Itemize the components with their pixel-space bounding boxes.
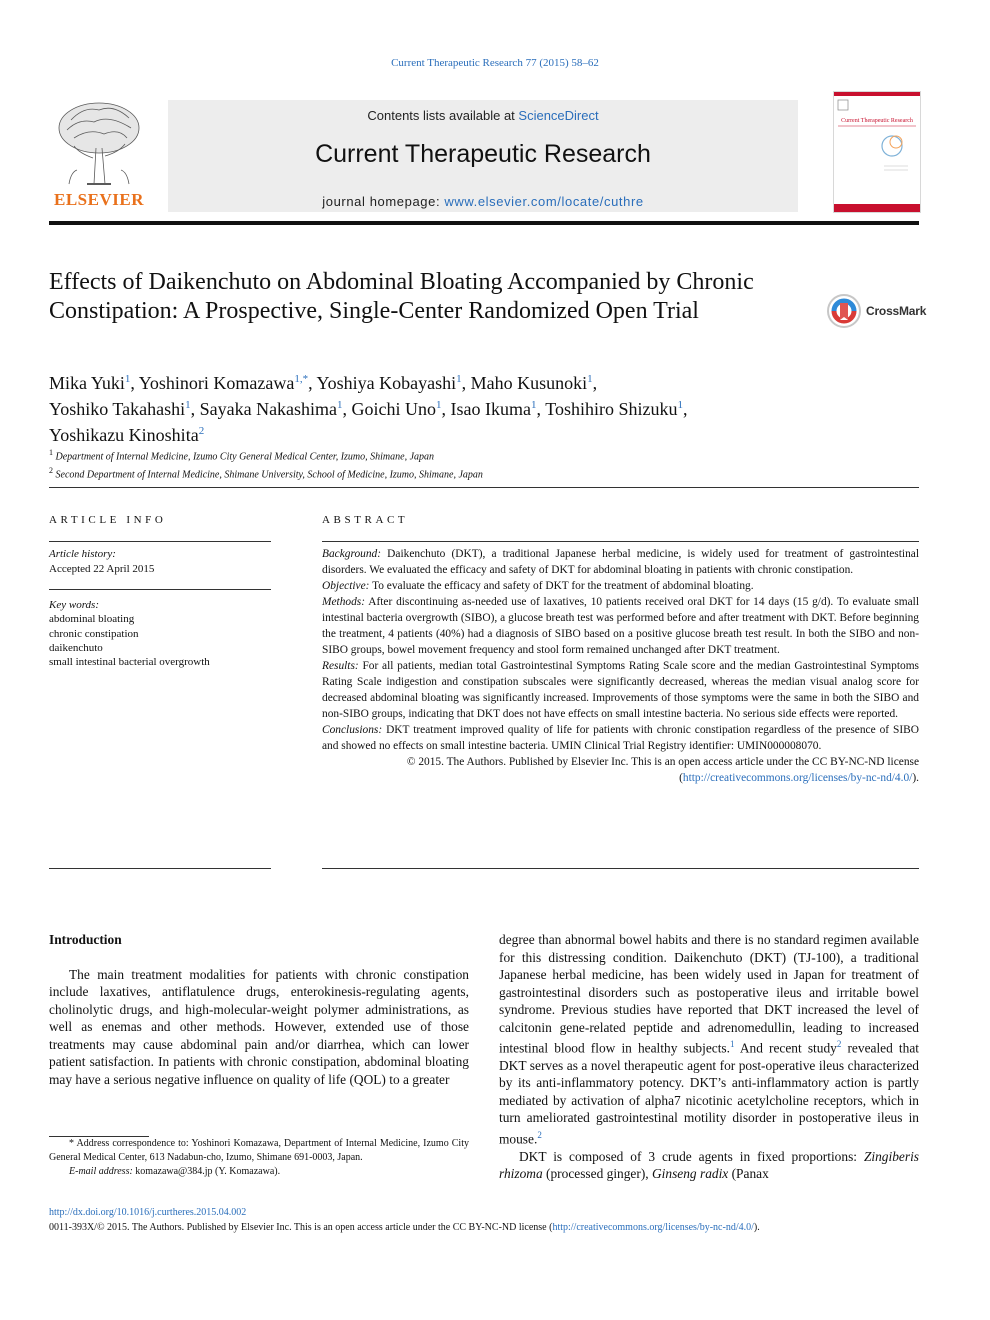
abstract-section-text: After discontinuing as-needed use of laxatives, 10 patients received oral DKT for 14 days (15 g/d). To evaluate small intestinal bacteria overgrowth (SIBO), a glucose breath test was performed before and after treatment with DKT. Before beginning the treatment, 4 patients (40%) had a diagnosis of SIBO based on a positive glucose breath test result. In both the SIBO and non-SIBO groups, bowel movement frequency and stool form remained unchanged after DKT treatment. <box>322 596 919 656</box>
keyword-item: abdominal bloating <box>49 613 135 626</box>
article-info-bottom-rule <box>49 868 271 869</box>
license-link[interactable]: http://creativecommons.org/licenses/by-nc-nd/4.0/ <box>682 772 913 784</box>
affiliation-number: 2 <box>49 466 53 476</box>
author-separator: , <box>130 373 139 393</box>
author-name[interactable]: Yoshinori Komazawa <box>138 373 295 393</box>
keywords-block <box>49 598 271 669</box>
species-name: Zingiberis rhizoma <box>499 1148 919 1182</box>
homepage-line <box>168 194 798 209</box>
crossmark-label: CrossMark <box>866 304 927 318</box>
email-label: E-mail address: <box>69 1166 133 1177</box>
abstract-section <box>322 546 919 578</box>
cover-title: Current Therapeutic Research <box>841 118 913 124</box>
author-name[interactable]: Isao Ikuma <box>450 399 532 419</box>
body-paragraph <box>499 931 919 1148</box>
license-link[interactable]: http://creativecommons.org/licenses/by-nc-nd/4.0/ <box>552 1222 754 1233</box>
author-name[interactable]: Toshihiro Shizuku <box>545 399 678 419</box>
keyword-list <box>49 612 271 669</box>
elsevier-logo[interactable] <box>49 98 149 210</box>
abstract-section-label: Objective: <box>322 580 370 592</box>
author-affiliation-mark[interactable]: 1 <box>436 399 442 411</box>
masthead-banner <box>168 100 798 212</box>
affiliation-text: Department of Internal Medicine, Izumo City General Medical Center, Izumo, Shimane, Japan <box>55 451 435 463</box>
publisher-name: ELSEVIER <box>54 190 144 209</box>
abstract-bottom-rule <box>322 868 919 869</box>
author-separator: , <box>682 399 688 419</box>
paragraph-text: degree than abnormal bowel habits and there is no standard regimen available for this distressing condition. Daikenchuto (DKT) (TJ-100), a traditional Japanese herbal medicine, has been widely used in Japan for treatment of gastrointestinal disorders such as postoperative ileus and irritable bowel syndrome. Previous studies have reported that DKT increased the level of calcitonin gene-related peptide and adrenomedullin, leading to increased intestinal blood flow in healthy subjects. <box>499 932 919 1056</box>
affiliation-text: Second Department of Internal Medicine, Shimane University, School of Medicine, Izumo, Shimane, Japan <box>55 469 483 481</box>
citation-ref[interactable]: 2 <box>537 1129 542 1140</box>
journal-title: Current Therapeutic Research <box>315 140 651 168</box>
author-affiliation-mark[interactable]: 1 <box>677 399 683 411</box>
paragraph-text: (processed ginger), <box>542 1166 652 1182</box>
author-affiliation-mark[interactable]: 1,* <box>294 373 309 385</box>
correspondence-address: * Address correspondence to: Yoshinori Komazawa, Department of Internal Medicine, Izumo City General Medical Center, 613 Nadabun-cho, Izumo, Shimane 691-0003, Japan. <box>49 1138 469 1163</box>
running-head[interactable]: Current Therapeutic Research 77 (2015) 58–62 <box>391 57 599 69</box>
author-separator: , <box>536 399 546 419</box>
keyword-item: daikenchuto <box>49 641 103 654</box>
author-name[interactable]: Yoshiya Kobayashi <box>316 373 457 393</box>
author-name[interactable]: Maho Kusunoki <box>470 373 588 393</box>
keyword-item: small intestinal bacterial overgrowth <box>49 656 210 669</box>
copyright-notice <box>322 754 919 786</box>
email-line <box>49 1165 469 1179</box>
journal-cover-thumbnail[interactable] <box>833 91 921 213</box>
license-text: 0011-393X/© 2015. The Authors. Published by Elsevier Inc. This is an open access article under the CC BY-NC-ND license ( <box>49 1222 553 1233</box>
affiliation-item <box>49 446 919 464</box>
article-history <box>49 547 271 577</box>
species-name: Ginseng radix <box>652 1166 729 1182</box>
abstract-section-label: Conclusions: <box>322 724 383 736</box>
abstract-section-text: DKT treatment improved quality of life for patients with chronic constipation regardless of the presence of SIBO and showed no effects on small intestine bacteria. UMIN Clinical Trial Registry identifier: UMIN000008070. <box>322 724 919 752</box>
copyright-suffix: ). <box>912 772 919 784</box>
abstract-section-label: Results: <box>322 660 359 672</box>
paragraph-text: revealed that DKT serves as a novel therapeutic agent for post-operative ileus characterized by its anti-inflammatory potency. DKT’s anti-inflammatory action is partly mediated by activation of alpha7 nicotinic acetylcholine receptors, which in turn ameliorated gastrointestinal motility disorder in postoperative ileus in mouse. <box>499 1040 919 1147</box>
author-affiliation-mark[interactable]: 1 <box>456 373 462 385</box>
paragraph-text: (Panax <box>728 1166 769 1182</box>
author-affiliation-mark[interactable]: 1 <box>531 399 537 411</box>
abstract-rule <box>322 541 919 542</box>
masthead-rule <box>49 221 919 225</box>
abstract-section-label: Background: <box>322 548 382 560</box>
contents-line <box>168 108 798 123</box>
license-line <box>49 1222 919 1233</box>
license-suffix: ). <box>753 1222 760 1233</box>
elsevier-tree-icon <box>49 98 149 190</box>
paragraph-text: DKT is composed of 3 crude agents in fixed proportions: <box>519 1148 864 1164</box>
abstract-section-label: Methods: <box>322 596 366 608</box>
homepage-link[interactable]: www.elsevier.com/locate/cuthre <box>444 194 644 209</box>
contents-prefix: Contents lists available at <box>367 108 519 123</box>
sciencedirect-link[interactable]: ScienceDirect <box>518 108 599 123</box>
keyword-item: chronic constipation <box>49 627 139 640</box>
citation-ref[interactable]: 1 <box>729 1039 735 1049</box>
abstract-section-text: For all patients, median total Gastrointestinal Symptoms Rating Scale score and the median Gastrointestinal Symptoms Rating Scale indigestion and constipation subscales were significantly decreased, whereas the median visual analog score for decreased abdominal bloating was significantly increased. Improvements of those symptoms were the same in both the SIBO and non-SIBO groups, indicating that DKT does not have effects on small intestine bacteria. No serious side effects were reported. <box>322 660 919 720</box>
crossmark-badge[interactable] <box>826 293 936 329</box>
author-name[interactable]: Goichi Uno <box>351 399 437 419</box>
body-paragraph: The main treatment modalities for patients with chronic constipation include laxatives, antiflatulence drugs, enterokinesis-regulating agents, cholinolytic drugs, and high-molecular-weight polymer administrations, as well as enemas and other methods. However, extended use of those treatments may cause abdominal pain and/or diarrhea, which can lower patient satisfaction. In patients with chronic constipation, abdominal bloating may have a serious negative influence on quality of life (QOL) to a greater <box>49 966 469 1087</box>
body-paragraph <box>499 1148 919 1183</box>
author-affiliation-mark[interactable]: 1 <box>337 399 343 411</box>
author-list <box>49 368 919 446</box>
abstract-sections <box>322 546 919 754</box>
abstract-section <box>322 658 919 722</box>
affiliation-number: 1 <box>49 448 53 457</box>
section-heading-introduction: Introduction <box>49 932 122 947</box>
citation-ref[interactable]: 2 <box>836 1039 842 1049</box>
doi-link[interactable]: http://dx.doi.org/10.1016/j.curtheres.2015.04.002 <box>49 1207 247 1218</box>
journal-cover-icon <box>834 92 920 212</box>
abstract-section <box>322 594 919 658</box>
author-affiliation-mark[interactable]: 1 <box>185 399 191 411</box>
accepted-date: Accepted 22 April 2015 <box>49 563 155 575</box>
author-affiliation-mark[interactable]: 1 <box>587 373 593 385</box>
abstract-section-text: To evaluate the efficacy and safety of DKT for the treatment of abdominal bloating. <box>372 580 754 592</box>
affiliation-item <box>49 464 919 482</box>
article-title: Effects of Daikenchuto on Abdominal Bloating Accompanied by Chronic Constipation: A Prospective, Single-Center Randomized Open Trial <box>49 269 754 324</box>
copyright-text: © 2015. The Authors. Published by Elsevier Inc. This is an open access article under the CC BY-NC-ND license ( <box>406 756 919 784</box>
article-info-heading: ARTICLE INFO <box>49 514 167 526</box>
author-separator: , <box>441 399 451 419</box>
abstract-section <box>322 722 919 754</box>
author-name[interactable]: Mika Yuki <box>49 373 125 393</box>
paragraph-text: And recent study <box>734 1040 837 1056</box>
affiliations <box>49 446 919 483</box>
body-column-right <box>499 931 919 1183</box>
keywords-label: Key words: <box>49 599 100 611</box>
author-affiliation-mark[interactable]: 2 <box>198 425 205 437</box>
author-name[interactable]: Sayaka Nakashima <box>199 399 338 419</box>
author-name[interactable]: Yoshiko Takahashi <box>49 399 186 419</box>
author-separator: , <box>308 373 317 393</box>
abstract-section <box>322 578 919 594</box>
author-separator: , <box>342 399 352 419</box>
affiliation-rule <box>49 487 919 488</box>
abstract-section-text: Daikenchuto (DKT), a traditional Japanese herbal medicine, is widely used for treatment of gastrointestinal disorders. We evaluated the efficacy and safety of DKT for abdominal bloating in patients with chronic constipation. <box>322 548 919 576</box>
history-label: Article history: <box>49 548 116 560</box>
email-value[interactable]: komazawa@384.jp (Y. Komazawa). <box>132 1166 281 1177</box>
article-info-rule <box>49 541 271 542</box>
author-separator: , <box>592 373 598 393</box>
history-rule <box>49 589 271 590</box>
body-column-left <box>49 931 469 1088</box>
abstract-heading: ABSTRACT <box>322 514 409 526</box>
abstract-body <box>322 546 919 786</box>
correspondence-footnote <box>49 1137 469 1179</box>
author-separator: , <box>461 373 471 393</box>
author-affiliation-mark[interactable]: 1 <box>124 373 131 385</box>
homepage-prefix: journal homepage: <box>322 194 445 209</box>
author-name[interactable]: Yoshikazu Kinoshita <box>49 425 199 445</box>
author-separator: , <box>190 399 200 419</box>
crossmark-icon <box>826 293 862 329</box>
